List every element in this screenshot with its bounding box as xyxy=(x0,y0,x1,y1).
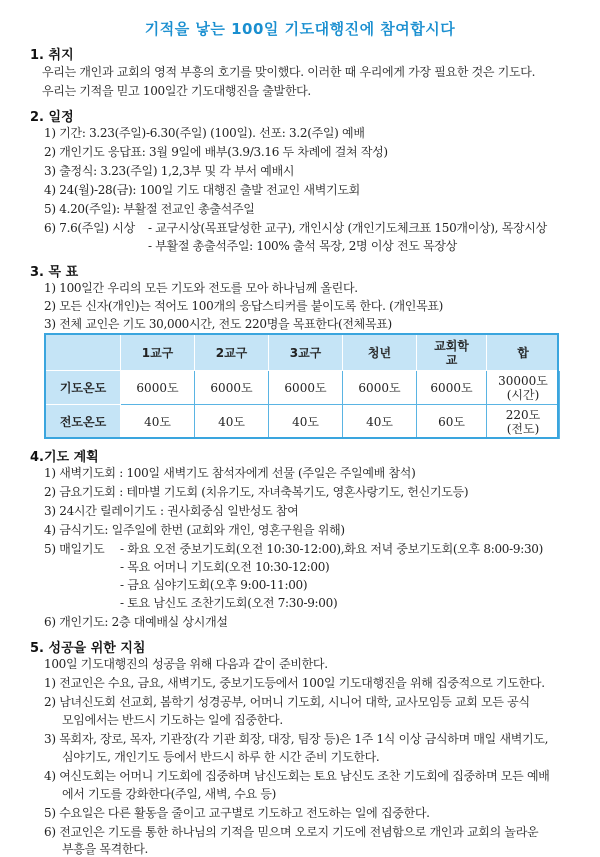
plan-line-3: 3) 24시간 릴레이기도 : 권사회중심 일반성도 참여 xyxy=(44,504,299,518)
plan-daily-line-3: - 금요 심야기도회(오후 9:00-11:00) xyxy=(120,578,308,592)
table-corner-cell xyxy=(46,335,121,371)
schedule-award-line-1: - 교구시상(목표달성한 교구), 개인시상 (개인기도체크표 150개이상), 목장시상 xyxy=(148,221,547,235)
table-header-cell: 1교구 xyxy=(121,335,195,371)
purpose-line-2: 우리는 기적을 믿고 100일간 기도대행진을 출발한다. xyxy=(42,84,311,98)
table-header-cell: 2교구 xyxy=(195,335,269,371)
guide-line-4-cont: 에서 기도를 강화한다(주일, 새벽, 수요 등) xyxy=(62,787,277,801)
table-header-church-school: 교회학교 xyxy=(434,338,469,367)
plan-daily-line-2: - 목요 어머니 기도회(오전 10:30-12:00) xyxy=(120,560,330,574)
plan-line-5: 5) 매일기도 xyxy=(44,542,105,556)
table-cell: 6000도 xyxy=(269,371,343,405)
table-cell: 220도 (전도) xyxy=(487,405,560,439)
guide-line-1: 1) 전교인은 수요, 금요, 새벽기도, 중보기도등에서 100일 기도대행진을 위해 집중적으로 기도한다. xyxy=(44,676,545,690)
table-cell: 30000도 (시간) xyxy=(487,371,560,405)
table-cell: 40도 xyxy=(195,405,269,439)
goals-line-1: 1) 100일간 우리의 모든 기도와 전도를 모아 하나님께 올린다. xyxy=(44,281,358,295)
section-heading-plan: 4.기도 계획 xyxy=(30,450,99,465)
guide-line-5: 5) 수요일은 다른 활동을 줄이고 교구별로 기도하고 전도하는 일에 집중한다. xyxy=(44,806,430,820)
section-heading-goals: 3. 목 표 xyxy=(30,265,79,280)
table-cell: 40도 xyxy=(121,405,195,439)
plan-line-6: 6) 개인기도: 2층 대예배실 상시개설 xyxy=(44,615,228,629)
table-row-label: 기도온도 xyxy=(46,371,121,405)
schedule-line-5: 5) 4.20(주일): 부활절 전교인 총출석주일 xyxy=(44,202,255,216)
section-heading-guide: 5. 성공을 위한 지침 xyxy=(30,641,146,656)
guide-line-2-cont: 모임에서는 반드시 기도하는 일에 집중한다. xyxy=(62,713,283,727)
table-cell: 6000도 xyxy=(195,371,269,405)
table-cell: 40도 xyxy=(343,405,417,439)
section-heading-schedule: 2. 일정 xyxy=(30,110,74,125)
guide-line-3-cont: 심야기도, 개인기도 등에서 반드시 하루 한 시간 준비 기도한다. xyxy=(62,750,380,764)
schedule-line-3: 3) 출정식: 3.23(주일) 1,2,3부 및 각 부서 예배시 xyxy=(44,164,295,178)
goals-table xyxy=(45,334,560,439)
table-header-cell: 합 xyxy=(487,335,560,371)
table-cell: 6000도 xyxy=(121,371,195,405)
plan-daily-line-1: - 화요 오전 중보기도회(오전 10:30-12:00),화요 저녁 중보기도회(오후 8:00-9:30) xyxy=(120,542,543,556)
table-header-cell: 3교구 xyxy=(269,335,343,371)
purpose-line-1: 우리는 개인과 교회의 영적 부흥의 호기를 맞이했다. 이러한 때 우리에게 가장 필요한 것은 기도다. xyxy=(42,65,536,79)
schedule-line-4: 4) 24(월)-28(금): 100일 기도 대행진 출발 전교인 새벽기도회 xyxy=(44,183,360,197)
schedule-award-line-2: - 부활절 총출석주일: 100% 출석 목장, 2명 이상 전도 목장상 xyxy=(148,239,457,253)
schedule-line-2: 2) 개인기도 응답표: 3월 9일에 배부(3.9/3.16 두 차례에 걸쳐 작성) xyxy=(44,145,388,159)
plan-line-2: 2) 금요기도회 : 테마별 기도회 (치유기도, 자녀축복기도, 영혼사랑기도, 헌신기도등) xyxy=(44,485,469,499)
plan-line-1: 1) 새벽기도회 : 100일 새벽기도 참석자에게 선물 (주일은 주일예배 참석) xyxy=(44,466,416,480)
table-header-cell xyxy=(417,335,487,371)
table-cell: 6000도 xyxy=(417,371,487,405)
table-cell: 40도 xyxy=(269,405,343,439)
schedule-line-6: 6) 7.6(주일) 시상 xyxy=(44,221,135,235)
table-cell: 6000도 xyxy=(343,371,417,405)
guide-line-2: 2) 남녀신도회 선교회, 봄학기 성경공부, 어머니 기도회, 시니어 대학, 교사모임등 교회 모든 공식 xyxy=(44,695,530,709)
schedule-line-1: 1) 기간: 3.23(주일)-6.30(주일) (100일). 선포: 3.2(주일) 예배 xyxy=(44,126,365,140)
guide-line-6-cont: 부흥을 목격한다. xyxy=(62,842,149,856)
plan-line-4: 4) 금식기도: 일주일에 한번 (교회와 개인, 영혼구원을 위해) xyxy=(44,523,345,537)
page-title: 기적을 낳는 100일 기도대행진에 참여합시다 xyxy=(144,20,456,38)
table-header-cell: 청년 xyxy=(343,335,417,371)
table-cell: 60도 xyxy=(417,405,487,439)
guide-line-6: 6) 전교인은 기도를 통한 하나님의 기적을 믿으며 오로지 기도에 전념함으로 개인과 교회의 놀라운 xyxy=(44,825,539,839)
goals-line-2: 2) 모든 신자(개인)는 적어도 100개의 응답스티커를 붙이도록 한다. (개인목표) xyxy=(44,299,444,313)
table-row-label: 전도온도 xyxy=(46,405,121,439)
section-heading-purpose: 1. 취지 xyxy=(30,48,74,63)
guide-line-3: 3) 목회자, 장로, 목자, 기관장(각 기관 회장, 대장, 팀장 등)은 1주 1식 이상 금식하며 매일 새벽기도, xyxy=(44,732,549,746)
plan-daily-line-4: - 토요 남신도 조찬기도회(오전 7:30-9:00) xyxy=(120,596,338,610)
guide-line-4: 4) 여신도회는 어머니 기도회에 집중하며 남신도회는 토요 남신도 조찬 기도회에 집중하며 모든 예배 xyxy=(44,769,550,783)
goals-line-3: 3) 전체 교인은 기도 30,000시간, 전도 220명을 목표한다(전체목표) xyxy=(44,317,392,331)
guide-intro: 100일 기도대행진의 성공을 위해 다음과 같이 준비한다. xyxy=(44,657,328,671)
